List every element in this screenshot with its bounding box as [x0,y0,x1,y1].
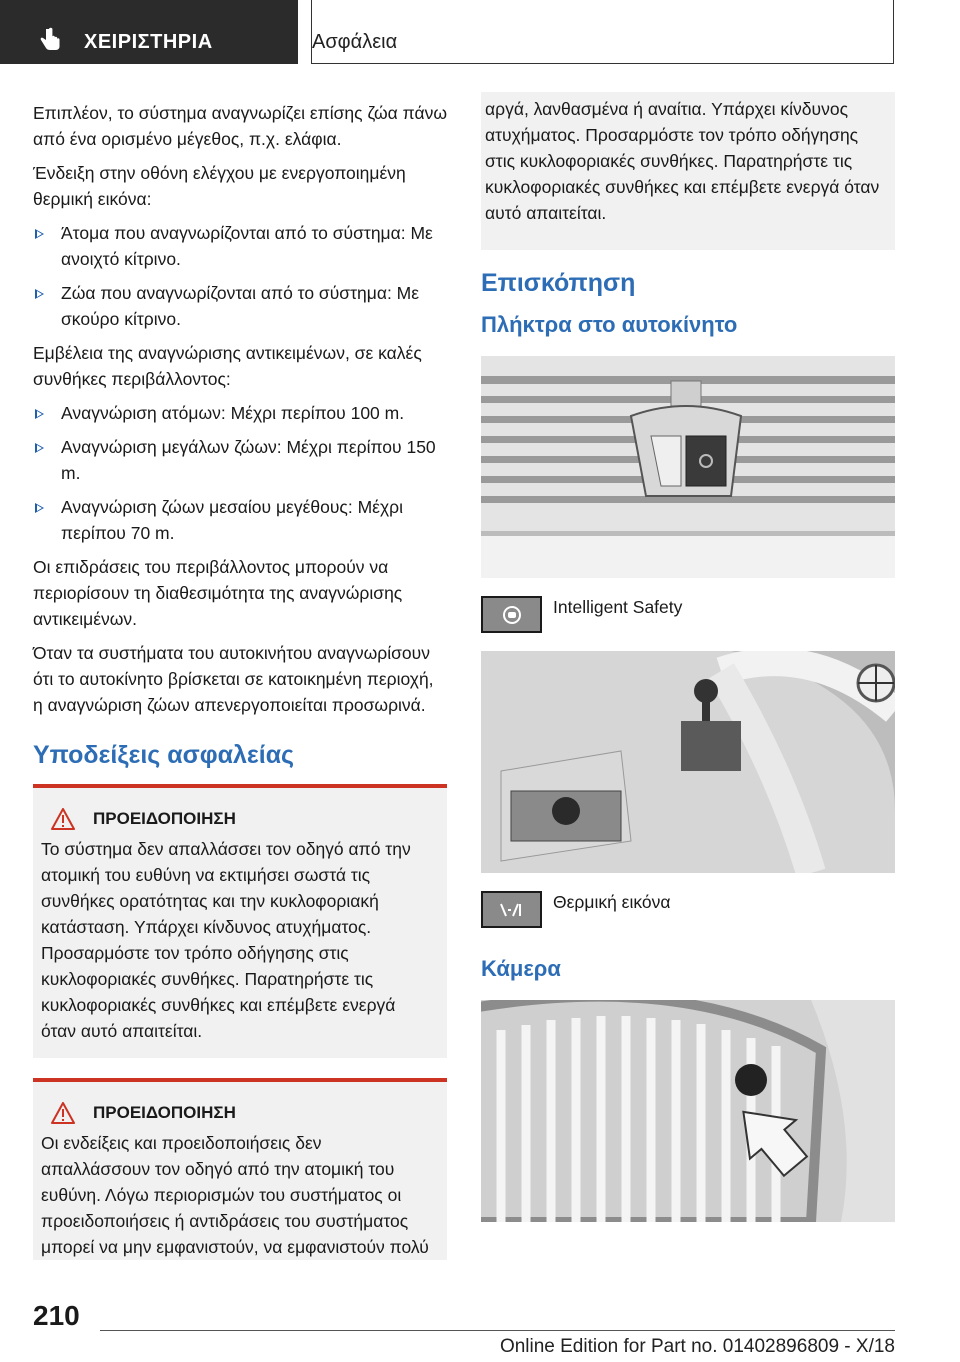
right-column [481,96,895,1222]
list-item: Ζώα που αναγνωρίζονται από το σύστημα: Με σκούρο κίτρινο. [33,280,447,332]
bullet-triangle-icon [35,289,44,299]
icon-label: Intelligent Safety [553,597,683,617]
header-divider-right [893,0,894,64]
dashboard-button-image [481,356,895,578]
list-item: Αναγνώριση ατόμων: Μέχρι περίπου 100 m. [33,400,447,426]
edition-info: Online Edition for Part no. 01402896809 - X/18 [499,1336,895,1357]
warning-triangle-icon [51,1102,75,1124]
left-column [33,100,447,1260]
warning-box [33,784,447,1058]
bullet-list [33,400,447,546]
list-item: Αναγνώριση μεγάλων ζώων: Μέχρι περίπου 150 m. [33,434,447,486]
paragraph: Οι επιδράσεις του περιβάλλοντος μπορούν να περιορίσουν τη διαθεσιμότητα της αναγνώρισης αντικειμένων. [33,557,403,629]
steering-area-image [481,651,895,873]
bullet-triangle-icon [35,443,44,453]
button-legend-row [481,596,895,633]
warning-triangle-icon [51,808,75,830]
bullet-triangle-icon [35,409,44,419]
footer-rule [100,1330,895,1331]
section-heading: Επισκόπηση [481,269,636,297]
paragraph: Επιπλέον, το σύστημα αναγνωρίζει επίσης ζώα πάνω από ένα ορισμένο μέγεθος, π.χ. ελάφια. [33,103,448,149]
list-item: Άτομα που αναγνωρίζονται από το σύστημα: Με ανοιχτό κίτρινο. [33,220,447,272]
warning-text: αργά, λανθασμένα ή αναίτια. Υπάρχει κίνδυνος ατυχήματος. Προσαρμόστε τον τρόπο οδήγησης στις κυκλοφοριακές συνθήκες. Παρατηρήστε τις κυκλοφοριακές συνθήκες και επέμβετε ενεργά όταν αυτό απαιτείται. [485,99,880,223]
chapter-tab[interactable] [0,0,298,64]
subsection-heading: Πλήκτρα στο αυτοκίνητο [481,312,738,337]
page-header [0,0,960,64]
paragraph: Όταν τα συστήματα του αυτοκινήτου αναγνωρίσουν ότι το αυτοκίνητο βρίσκεται σε κατοικημένη περιοχή, η αναγνώριση ζώων απενεργοποιείται προσωρινά. [33,643,434,715]
grille-camera-image [481,1000,895,1222]
bullet-triangle-icon [35,503,44,513]
bullet-list [33,220,447,332]
list-item: Αναγνώριση ζώων μεσαίου μεγέθους: Μέχρι περίπου 70 m. [33,494,447,546]
thermal-image-icon [481,891,542,928]
warning-text: Το σύστημα δεν απαλλάσσει τον οδηγό από την ατομική του ευθύνη να εκτιμήσει σωστά τις συνθήκες ορατότητας και την κυκλοφοριακή κατάσταση. Υπάρχει κίνδυνος ατυχήματος. Προσαρμόστε τον τρόπο οδήγησης στις κυκλοφοριακές συνθήκες. Παρατηρήστε τις κυκλοφοριακές συνθήκες και επέμβετε ενεργά όταν αυτό απαιτείται. [41,839,411,1041]
warning-continuation [481,92,895,250]
subsection-heading: Κάμερα [481,956,561,981]
header-underline [311,63,894,64]
bullet-triangle-icon [35,229,44,239]
paragraph: Ένδειξη στην οθόνη ελέγχου με ενεργοποιημένη θερμική εικόνα: [33,163,406,209]
warning-title-row [41,1100,435,1126]
paragraph: Εμβέλεια της αναγνώρισης αντικειμένων, σε καλές συνθήκες περιβάλλοντος: [33,343,422,389]
icon-label: Θερμική εικόνα [553,892,671,912]
button-legend-row [481,891,895,928]
warning-box [33,1078,447,1260]
warning-title-row [41,806,435,832]
page-number: 210 [33,1300,80,1331]
warning-text: Οι ενδείξεις και προειδοποιήσεις δεν απαλλάσσουν τον οδηγό από την ατομική του ευθύνη. Λόγω περιορισμών του συστήματος οι προειδοποιήσεις ή αντιδράσεις του συστήματος μπορεί να μην εμφανιστούν, να εμφανιστούν πολύ [41,1133,429,1257]
warning-title: ΠΡΟΕΙΔΟΠΟΙΗΣΗ [93,1103,236,1122]
section-title: Ασφάλεια [312,31,398,53]
intelligent-safety-icon [481,596,542,633]
chapter-title: ΧΕΙΡΙΣΤΗΡΙΑ [84,31,213,53]
section-heading: Υποδείξεις ασφαλείας [33,741,295,769]
warning-title: ΠΡΟΕΙΔΟΠΟΙΗΣΗ [93,809,236,828]
hand-pointer-icon [38,27,64,53]
